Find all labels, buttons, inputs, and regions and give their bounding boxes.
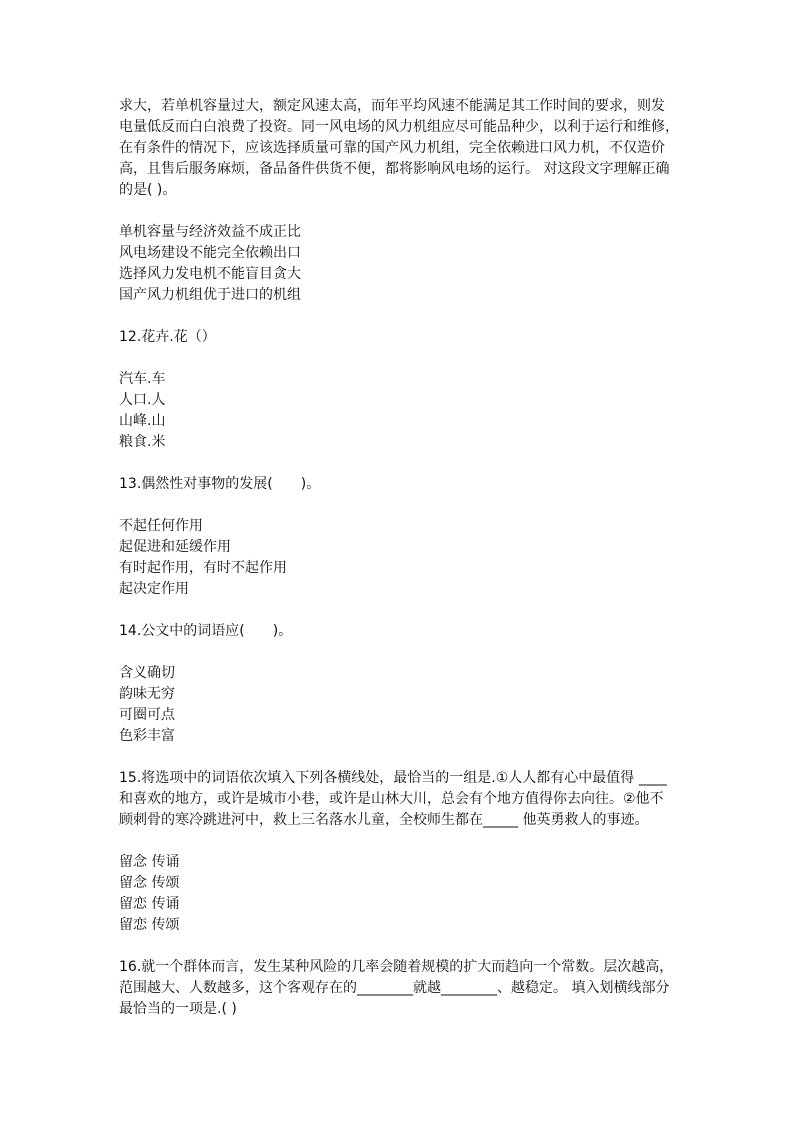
option-c: 山峰.山: [119, 413, 166, 429]
question-13-options: [119, 516, 679, 600]
option-a: 汽车.车: [119, 371, 166, 387]
stem-line: 顾刺骨的寒冷跳进河中，救上三名落水儿童，全校师生都在_____ 他英勇救人的事迹。: [119, 812, 649, 828]
option-c: 选择风力发电机不能盲目贪大: [119, 266, 301, 282]
stem-line: 范围越大、人数越多，这个客观存在的________就越________、越稳定。 填入划横线部分: [119, 980, 670, 996]
passage-line: 电量低反而白白浪费了投资。同一风电场的风力机组应尽可能品种少，以利于运行和维修，: [119, 119, 679, 135]
passage-line: 求大，若单机容量过大，额定风速太高，而年平均风速不能满足其工作时间的要求，则发: [119, 98, 665, 114]
option-a: 单机容量与经济效益不成正比: [119, 224, 301, 240]
option-d: 留恋 传颂: [119, 917, 180, 933]
option-b: 人口.人: [119, 392, 166, 408]
question-15-options: [119, 852, 679, 936]
question-15-stem: [119, 768, 679, 831]
question-12-stem: 12.花卉.花（）: [119, 329, 216, 345]
question-14-options: [119, 663, 679, 747]
stem-line: 和喜欢的地方，或许是城市小巷，或许是山林大川，总会有个地方值得你去向往。②他不: [119, 791, 664, 807]
option-d: 粮食.米: [119, 434, 166, 450]
question-12-options: [119, 369, 679, 453]
passage-line: 的是( )。: [119, 182, 177, 198]
document-page: [119, 96, 679, 1020]
option-c: 留恋 传诵: [119, 896, 180, 912]
option-b: 风电场建设不能完全依赖出口: [119, 245, 301, 261]
option-b: 起促进和延缓作用: [119, 539, 231, 555]
option-a: 留念 传诵: [119, 854, 180, 870]
stem-line: 最恰当的一项是.( ): [119, 1001, 237, 1017]
option-c: 有时起作用，有时不起作用: [119, 560, 287, 576]
option-b: 留念 传颂: [119, 875, 180, 891]
option-c: 可圈可点: [119, 707, 175, 723]
option-a: 含义确切: [119, 665, 175, 681]
question-16-stem: [119, 957, 679, 1020]
question-14-stem: 14.公文中的词语应( )。: [119, 623, 293, 639]
option-d: 色彩丰富: [119, 728, 175, 744]
question-11-options: [119, 222, 679, 306]
question-13-stem: 13.偶然性对事物的发展( )。: [119, 476, 321, 492]
question-11-passage: [119, 96, 679, 201]
option-b: 韵味无穷: [119, 686, 175, 702]
option-a: 不起任何作用: [119, 518, 203, 534]
passage-line: 在有条件的情况下，应该选择质量可靠的国产风力机组，完全依赖进口风力机，不仅造价: [119, 140, 665, 156]
stem-line: 16.就一个群体而言，发生某种风险的几率会随着规模的扩大而趋向一个常数。层次越高，: [119, 959, 674, 975]
option-d: 起决定作用: [119, 581, 189, 597]
option-d: 国产风力机组优于进口的机组: [119, 287, 301, 303]
passage-line: 高，且售后服务麻烦，备品备件供货不便，都将影响风电场的运行。 对这段文字理解正确: [119, 161, 670, 177]
stem-line: 15.将选项中的词语依次填入下列各横线处，最恰当的一组是.①人人都有心中最值得 ____: [119, 770, 667, 786]
